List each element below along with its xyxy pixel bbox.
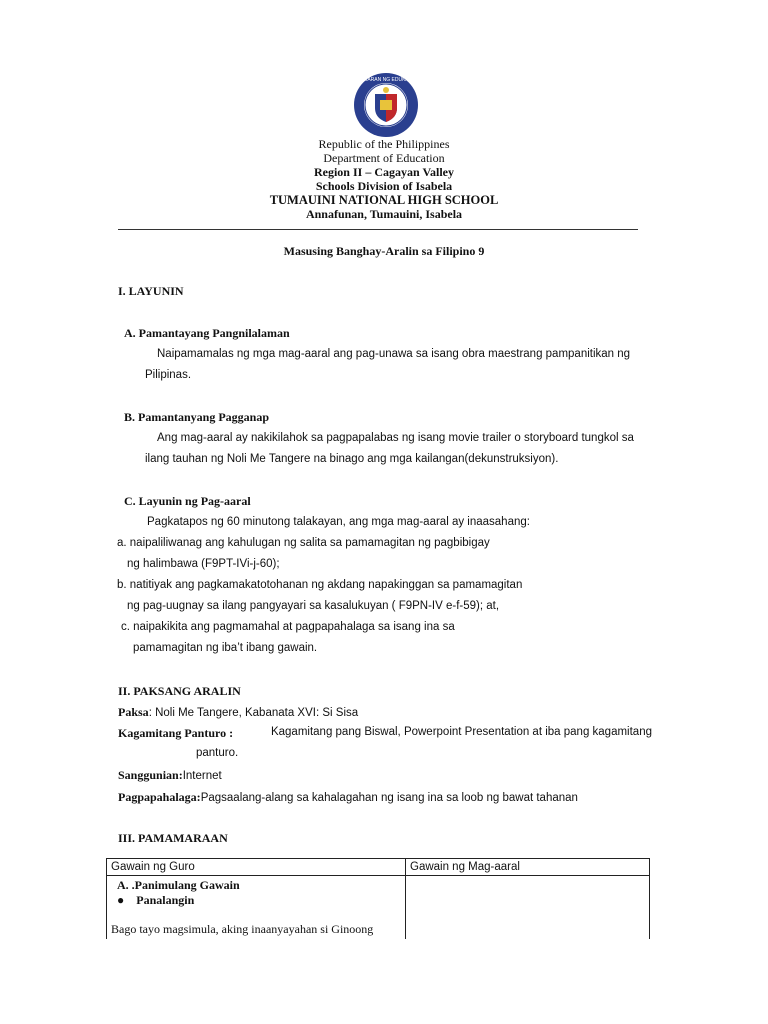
cell-guro xyxy=(107,876,406,940)
pagpapahalaga-row xyxy=(118,790,578,805)
subsection-c-heading: C. Layunin ng Pag-aaral xyxy=(124,494,251,508)
paksa-row xyxy=(118,705,358,720)
objective-c-line-1: c. naipakikita ang pagmamahal at pagpapahalaga sa isang ina sa xyxy=(121,621,455,633)
header-address: Annafunan, Tumauini, Isabela xyxy=(305,207,463,221)
subsection-a-text-1: Naipamamalas ng mga mag-aaral ang pag-unawa sa isang obra maestrang pampanitikan ng xyxy=(157,348,631,360)
paksa-value: : Noli Me Tangere, Kabanata XVI: Si Sisa xyxy=(148,707,359,719)
objective-c-line-2: pamamagitan ng iba’t ibang gawain. xyxy=(133,642,318,654)
guro-text-1: Bago tayo magsimula, aking inaanyayahan si Ginoong xyxy=(111,922,374,936)
col-header-mag-aaral: Gawain ng Mag-aaral xyxy=(406,859,650,876)
cell-mag-aaral xyxy=(406,876,650,940)
kagamitan-row xyxy=(118,726,652,741)
header-division: Schools Division of Isabela xyxy=(315,179,453,193)
subsection-b-text-2: ilang tauhan ng Noli Me Tangere na binago ang mga kailangan(dekunstruksiyon). xyxy=(145,453,559,465)
sanggunian-value: Internet xyxy=(182,770,222,782)
objective-a-line-2: ng halimbawa (F9PT-IVi-j-60); xyxy=(127,558,280,570)
header-divider xyxy=(118,229,638,230)
subsection-b-heading: B. Pamantanyang Pagganap xyxy=(124,410,270,424)
gawain-table xyxy=(106,858,650,939)
panalangin-label: Panalangin xyxy=(136,893,195,907)
bullet-icon: ● xyxy=(117,893,125,907)
header-republic: Republic of the Philippines xyxy=(318,137,450,151)
subsection-a-text-2: Pilipinas. xyxy=(145,369,192,381)
subsection-c-intro: Pagkatapos ng 60 minutong talakayan, ang mga mag-aaral ay inaasahang: xyxy=(147,516,530,528)
pagpapahalaga-value: Pagsaalang-alang sa kahalagahan ng isang ina sa loob ng bawat tahanan xyxy=(200,792,578,804)
kagamitan-value-2: panturo. xyxy=(196,747,239,759)
kagamitan-value: Kagamitang pang Biswal, Powerpoint Presentation at iba pang kagamitang xyxy=(270,726,652,738)
sanggunian-label: Sanggunian: xyxy=(118,768,183,782)
objective-b-line-2: ng pag-uugnay sa ilang pangyayari sa kasalukuyan ( F9PN-IV e-f-59); at, xyxy=(127,600,500,612)
panalangin-item xyxy=(117,893,401,908)
section-layunin-heading: I. LAYUNIN xyxy=(118,284,184,298)
table-row xyxy=(107,876,650,940)
col-header-guro: Gawain ng Guro xyxy=(107,859,406,876)
svg-text:KAGAWARAN NG EDUKASYON: KAGAWARAN NG EDUKASYON xyxy=(349,77,423,83)
subsection-a-heading: A. Pamantayang Pangnilalaman xyxy=(124,326,290,340)
panimulang-gawain-heading: A. .Panimulang Gawain xyxy=(117,878,240,892)
table-header-row xyxy=(107,859,650,876)
pagpapahalaga-label: Pagpapahalaga: xyxy=(118,790,201,804)
objective-b-line-1: b. natitiyak ang pagkamakatotohanan ng akdang napakinggan sa pamamagitan xyxy=(117,579,523,591)
section-paksang-aralin-heading: II. PAKSANG ARALIN xyxy=(118,684,241,698)
sanggunian-row xyxy=(118,768,222,783)
objective-a-line-1: a. naipaliliwanag ang kahulugan ng salita sa pamamagitan ng pagbibigay xyxy=(117,537,490,549)
header-department: Department of Education xyxy=(323,151,445,165)
subsection-b-text-1: Ang mag-aaral ay nakikilahok sa pagpapalabas ng isang movie trailer o storyboard tungkol sa xyxy=(157,432,634,444)
kagamitan-label: Kagamitang Panturo : xyxy=(118,726,234,740)
deped-seal-logo xyxy=(349,72,423,138)
paksa-label: Paksa xyxy=(118,705,149,719)
header-school: TUMAUINI NATIONAL HIGH SCHOOL xyxy=(269,193,499,207)
header-region: Region II – Cagayan Valley xyxy=(313,165,455,179)
section-pamamaraan-heading: III. PAMAMARAAN xyxy=(118,831,228,845)
document-title: Masusing Banghay-Aralin sa Filipino 9 xyxy=(283,244,485,258)
